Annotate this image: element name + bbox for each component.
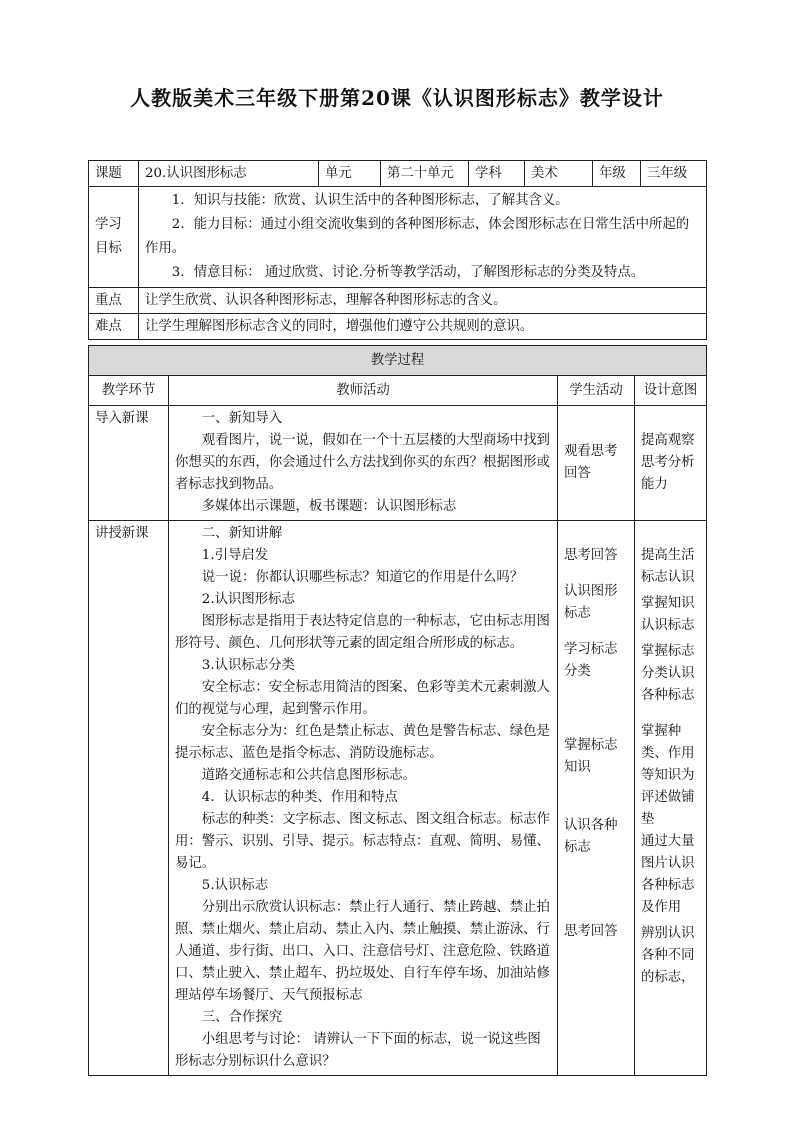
intro-board: 多媒体出示课题，板书课题：认识图形标志 [201, 499, 457, 514]
goals-content [139, 187, 707, 288]
unit-value: 第二十单元 [381, 161, 469, 187]
intro-heading: 一、新知导入 [201, 411, 283, 426]
document-title: 人教版美术三年级下册第20课《认识图形标志》教学设计 [130, 86, 664, 110]
unit-label: 单元 [319, 161, 381, 187]
key-label: 重点 [89, 288, 139, 314]
topic-value: 20.认识图形标志 [139, 161, 319, 187]
student-activity: 思考回答 [564, 924, 618, 939]
teach-student [558, 521, 635, 1076]
col-student-header: 学生活动 [558, 376, 635, 406]
teach-line: 分别出示欣赏认识标志：禁止行人通行、禁止跨越、禁止拍照、禁止烟火、禁止启动、禁止入内、禁止触摸、禁止游泳、行人通道、步行街、出口、入口、注意信号灯、注意危险、铁路道口、禁止驶入、禁止超车、扔垃圾处、自行车停车场、加油站修理站停车场餐厅、天气预报标志 [175, 900, 550, 1003]
difficult-value: 让学生理解图形标志含义的同时，增强他们遵守公共规则的意识。 [139, 314, 707, 340]
process-header: 教学过程 [89, 346, 707, 376]
student-activity: 掌握标志知识 [564, 738, 618, 775]
intro-stage: 导入新课 [89, 406, 169, 521]
teach-line: 图形标志是指用于表达特定信息的一种标志，它由标志用图形符号、颜色、几何形状等元素的固定组合所形成的标志。 [175, 614, 550, 651]
key-value: 让学生欣赏、认识各种图形标志，理解各种图形标志的含义。 [139, 288, 707, 314]
teach-line: 1.引导启发 [201, 548, 269, 563]
goal-3: 3．情意目标： 通过欣赏、讨论.分析等教学活动，了解图形标志的分类及特点。 [171, 265, 645, 280]
process-table [88, 345, 707, 1076]
teach-intent [635, 521, 707, 1076]
teach-line: 安全标志：安全标志用简洁的图案、色彩等美术元素刺激人们的视觉与心理，起到警示作用。 [175, 680, 550, 717]
col-intent-header: 设计意图 [635, 376, 707, 406]
student-activity: 认识各种标志 [564, 818, 618, 855]
intro-student: 观看思考回答 [558, 406, 635, 521]
subject-label: 学科 [469, 161, 525, 187]
teach-line: 二、新知讲解 [201, 526, 283, 541]
col-stage-header: 教学环节 [89, 376, 169, 406]
teach-line: 安全标志分为：红色是禁止标志、黄色是警告标志、绿色是提示标志、蓝色是指令标志、消防设施标志。 [175, 724, 550, 761]
teach-row [89, 521, 707, 1076]
design-intent: 掌握知识认识标志 [641, 596, 695, 633]
goal-2: 2．能力目标：通过小组交流收集到的各种图形标志，体会图形标志在日常生活中所起的作用。 [145, 217, 690, 256]
design-intent: 掌握种类、作用等知识为评述做铺垫 [641, 724, 695, 827]
design-intent: 提高生活标志认识 [641, 548, 695, 585]
grade-value: 三年级 [641, 161, 707, 187]
difficult-label: 难点 [89, 314, 139, 340]
intro-teacher [169, 406, 558, 521]
topic-label: 课题 [89, 161, 139, 187]
teach-stage: 讲授新课 [89, 521, 169, 1076]
subject-value: 美术 [525, 161, 593, 187]
teach-line: 说一说：你都认识哪些标志？知道它的作用是什么吗？ [201, 570, 524, 585]
design-intent: 通过大量图片认识各种标志及作用 [641, 834, 695, 915]
intro-row [89, 406, 707, 521]
student-activity: 学习标志分类 [564, 642, 618, 679]
info-table [88, 160, 707, 340]
teach-teacher [169, 521, 558, 1076]
col-teacher-header: 教师活动 [169, 376, 558, 406]
goals-label: 学习目标 [89, 187, 139, 288]
teach-line: 3.认识标志分类 [201, 658, 295, 673]
student-activity: 认识图形标志 [564, 584, 618, 621]
intro-paragraph: 观看图片，说一说，假如在一个十五层楼的大型商场中找到你想买的东西，你会通过什么方法找到你买的东西？根据图形或者标志找到物品。 [175, 433, 550, 492]
design-intent: 掌握标志分类认识各种标志 [641, 644, 695, 703]
teach-line: 小组思考与讨论： 请辨认一下下面的标志，说一说这些图形标志分别标识什么意识？ [175, 1032, 541, 1069]
teach-line: 4．认识标志的种类、作用和特点 [201, 790, 398, 805]
grade-label: 年级 [593, 161, 641, 187]
teach-line: 道路交通标志和公共信息图形标志。 [201, 768, 417, 783]
teach-line: 2.认识图形标志 [201, 592, 295, 607]
goal-1: 1．知识与技能：欣赏、认识生活中的各种图形标志，了解其含义。 [171, 193, 569, 208]
teach-line: 标志的种类：文字标志、图文标志、图文组合标志。标志作用：警示、识别、引导、提示。标志特点：直观、简明、易懂、易记。 [175, 812, 550, 871]
intro-intent: 提高观察思考分析能力 [635, 406, 707, 521]
student-activity: 思考回答 [564, 548, 618, 563]
teach-line: 5.认识标志 [201, 878, 269, 893]
teach-line: 三、合作探究 [201, 1010, 283, 1025]
design-intent: 辨别认识各种不同的标志， [641, 926, 695, 985]
